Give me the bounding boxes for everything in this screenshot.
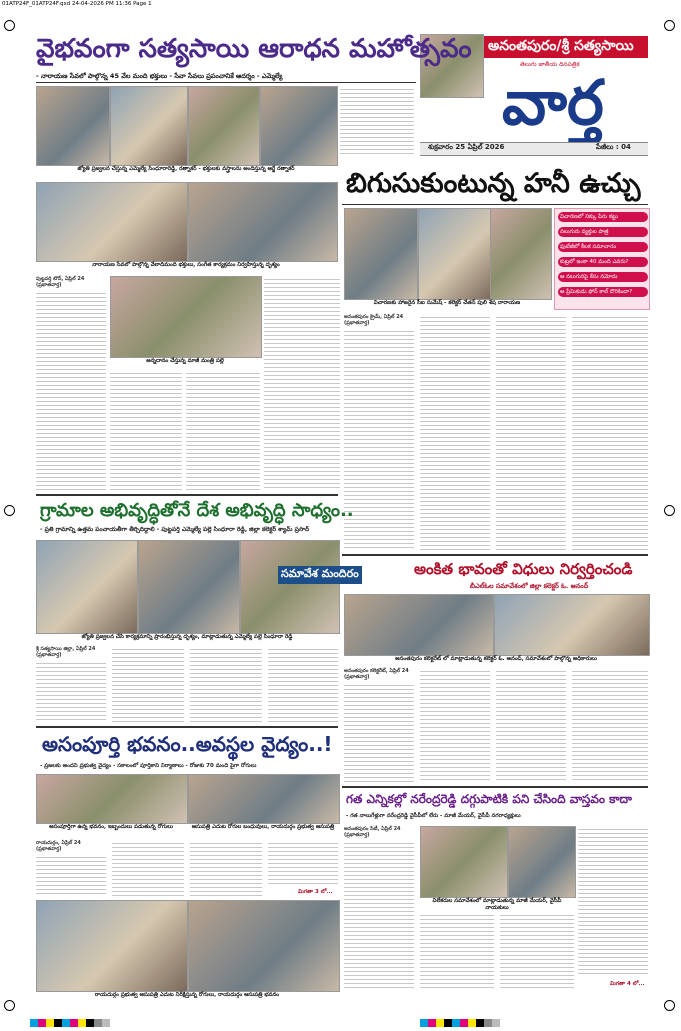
story2-portrait (490, 208, 552, 300)
story3-banner-label: సమావేశ మందిరం (278, 566, 362, 584)
story3-body (268, 646, 338, 722)
story6-photo (508, 826, 576, 898)
masthead-title: వార్త (502, 66, 604, 139)
divider (342, 786, 648, 788)
story1-photo (110, 86, 188, 166)
crop-mark-icon (4, 1000, 15, 1011)
story3-subhead: - ప్రతి గ్రామాన్ని ఉత్తమ పంచాయతీగా తీర్చిదిద్దాలి - పుట్టపర్తి ఎమ్మెల్యే పల్లె సింధూరా రెడ్డి, జిల్లా కలెక్టర్ శ్యామ్ ప్రసాద్ (40, 526, 310, 533)
masthead-tagline: తెలుగు జాతీయ దినపత్రిక (520, 61, 580, 68)
story1-photo (188, 182, 338, 262)
story4-photo (344, 594, 494, 656)
story1-body (110, 370, 182, 490)
story5-body (112, 840, 184, 896)
divider (36, 726, 338, 728)
story1-body (340, 86, 414, 156)
print-slug: 01ATP24F_01ATP24F.qxd 24-04-2026 PM 11:36 Page 1 (2, 1, 152, 7)
story5-subhead: - ప్రజలకు అందని ప్రభుత్వ వైద్యం - సకాలంలో పూర్తికాని నిర్మాణాలు - రోజుకు 70 మంది పైగా రోగులు (40, 763, 257, 769)
story3-photo (138, 540, 240, 634)
story4-dateline: అనంతపురం కలెక్టరేట్, ఏప్రిల్ 24 (ప్రభాతవార్త) (344, 668, 409, 680)
story6-body (344, 840, 414, 990)
story4-photo (494, 594, 650, 656)
story2-highlight: విచారణలో నిక్కు పేరు కట్టు (558, 212, 648, 222)
story5-caption: అసంపూర్తిగా ఉన్న భవనం, ఇబ్బందులు పడుతున్న రోగులు (49, 824, 173, 830)
story4-body (572, 668, 648, 782)
story1-body (264, 276, 340, 490)
story6-body (578, 826, 648, 976)
story5-caption: ఆసుపత్రి ఎదుట రోగుల బంధువులు, రాయదుర్గం ప్రభుత్వ ఆసుపత్రి (191, 824, 335, 830)
story6-dateline: అనంతపురం సిటీ, ఏప్రిల్ 24 (ప్రభాతవార్త) (344, 826, 401, 838)
story2-headline: బిగుసుకుంటున్న హనీ ఉచ్చు (346, 168, 641, 199)
story1-body (186, 370, 260, 490)
story1-photo (188, 86, 260, 166)
story4-caption: అనంతపురం కలెక్టరేట్ లో మాట్లాడుతున్న కలెక్టర్ ఓ. ఆనంద్, సమావేశంలో పాల్గొన్న అధికారులు (395, 656, 597, 662)
story5-continued: మిగతా 3 లో... (298, 889, 333, 895)
story5-photo (36, 900, 188, 992)
story6-continued: మిగతా 4 లో... (610, 981, 645, 987)
story3-photo (240, 540, 340, 634)
story1-caption: జ్యోతి ప్రజ్వలన చేస్తున్న ఎమ్మెల్యే సింధూరారెడ్డి, రత్నాకర్ - భక్తులకు వస్త్రాలను అందిస్తున్న ఆర్జే రత్నాకర్ (77, 166, 295, 172)
story2-body (420, 314, 490, 550)
story1-photo (36, 182, 188, 262)
story2-highlight: ఆ ప్రేమికుడు ఫోన్ కాల్ దొరికిందా? (558, 287, 648, 297)
crop-mark-icon (4, 505, 15, 516)
story2-highlight: ఆ నలుగురిపై కేసు నమోదు (558, 272, 648, 282)
story1-headline: వైభవంగా సత్యసాయి ఆరాధన మహోత్సవం (36, 34, 472, 64)
story5-photo (188, 900, 340, 992)
crop-mark-icon (664, 20, 675, 31)
story4-headline: అంకిత భావంతో విధులు నిర్వర్తించండి (414, 560, 633, 578)
story1-body (36, 290, 106, 490)
story5-caption: రాయదుర్గం ప్రభుత్వ ఆసుపత్రి ఎదుట నిరీక్షిస్తున్న రోగులు, రాయదుర్గం ఆసుపత్రి భవనం (94, 992, 280, 998)
story1-photo (260, 86, 338, 166)
story2-highlight: నలుగురు వ్యక్తుల పాత్ర (558, 227, 648, 237)
divider (36, 82, 416, 83)
story1-caption: నారాయణ సేవలో పాల్గొన్న వేలాదిమంది భక్తులు, సంగీత కార్యక్రమం నిర్వహిస్తున్న దృశ్యం (92, 262, 280, 268)
story6-photo (420, 826, 508, 898)
masthead-date: శుక్రవారం 25 ఏప్రిల్ 2026 (428, 143, 505, 151)
story3-caption: జ్యోతి ప్రజ్వలన చేసి కార్యక్రమాన్ని ప్రారంభిస్తున్న దృశ్యం, మాట్లాడుతున్న ఎమ్మెల్యే పల్లె సింధూరా రెడ్డి (81, 634, 293, 640)
story2-caption: విచారణకు హాజరైన సీఐ సుమేష్ - కలెక్టర్ చేతన్ పులి శేష నారాయణ (373, 300, 521, 306)
story1-photo (110, 276, 262, 358)
story1-dateline: పుట్టపర్తి టౌన్, ఏప్రిల్ 24 (ప్రభాతవార్త) (36, 276, 85, 288)
story6-subhead: - గత నాలుగేళ్లుగా నరేంద్రరెడ్డి వైసీపీలో లేరు - మాజీ మేయర్, వైసీపీ నగరాధ్యక్షులు (346, 813, 521, 819)
story6-body (420, 912, 494, 990)
story2-body (496, 314, 566, 550)
story2-photo (344, 208, 418, 300)
masthead-pages: పేజీలు : 04 (596, 143, 631, 151)
story5-photo (188, 774, 340, 824)
story3-body (36, 660, 106, 722)
story5-body (190, 840, 262, 896)
story3-headline: గ్రామాల అభివృద్ధితోనే దేశ అభివృద్ధి సాధ్యం.. (40, 500, 354, 521)
story5-photo (36, 774, 188, 824)
divider (342, 204, 648, 205)
crop-mark-icon (664, 505, 675, 516)
story4-body (344, 682, 414, 782)
masthead-district: అనంతపురం/శ్రీ సత్యసాయి (488, 38, 634, 54)
divider (342, 554, 648, 556)
story3-body (112, 646, 184, 722)
story2-highlight: కుట్రలో ఇంకా 40 మంది ఎవరు? (558, 257, 648, 267)
story2-body (344, 328, 414, 550)
story5-headline: అసంపూర్తి భవనం..అవస్థల వైద్యం..! (42, 732, 333, 756)
story3-photo (36, 540, 138, 634)
story4-body (420, 668, 490, 782)
story4-subhead: బీఎల్ఓల సమావేశంలో జిల్లా కలెక్టర్ ఓ. ఆనంద్ (470, 582, 589, 590)
crop-mark-icon (4, 20, 15, 31)
story6-caption: విలేకరుల సమావేశంలో మాట్లాడుతున్న మాజీ మేయర్, వైసీపీ నాయకులు (432, 898, 562, 911)
story3-dateline: శ్రీ సత్యసాయి జిల్లా, ఏప్రిల్ 24 (ప్రభాతవార్త) (36, 646, 96, 658)
divider (36, 494, 338, 496)
story1-subhead: - నారాయణ సేవలో పాల్గొన్న 45 వేల మంది భక్తులు - సేవా సేవలు ప్రపంచానికే ఆదర్శం - ఎమ్మెల్యే (36, 72, 283, 80)
story6-body (500, 912, 574, 990)
story3-body (190, 646, 262, 722)
story2-dateline: అనంతపురం క్రైమ్, ఏప్రిల్ 24 (ప్రభాతవార్త) (344, 314, 404, 326)
story2-highlight: ఫుటేజీలో కీలక సమాచారం (558, 242, 648, 252)
story5-dateline: రాయదుర్గం, ఏప్రిల్ 24 (ప్రభాతవార్త) (36, 840, 81, 852)
color-registration-bar (30, 1012, 110, 1020)
color-registration-bar (420, 1012, 500, 1020)
story2-body (572, 314, 648, 550)
story4-body (496, 668, 566, 782)
story2-photo (418, 208, 492, 300)
story6-headline: గత ఎన్నికల్లో నరేంద్రరెడ్డి దగ్గుపాటికి పని చేసింది వాస్తవం కాదా (346, 792, 633, 806)
story1-photo (36, 86, 110, 166)
story5-body (268, 840, 338, 886)
story1-caption: అన్నదానం చేస్తున్న మాజీ మంత్రి పల్లె (146, 358, 224, 364)
story5-body (36, 854, 106, 896)
crop-mark-icon (664, 1000, 675, 1011)
